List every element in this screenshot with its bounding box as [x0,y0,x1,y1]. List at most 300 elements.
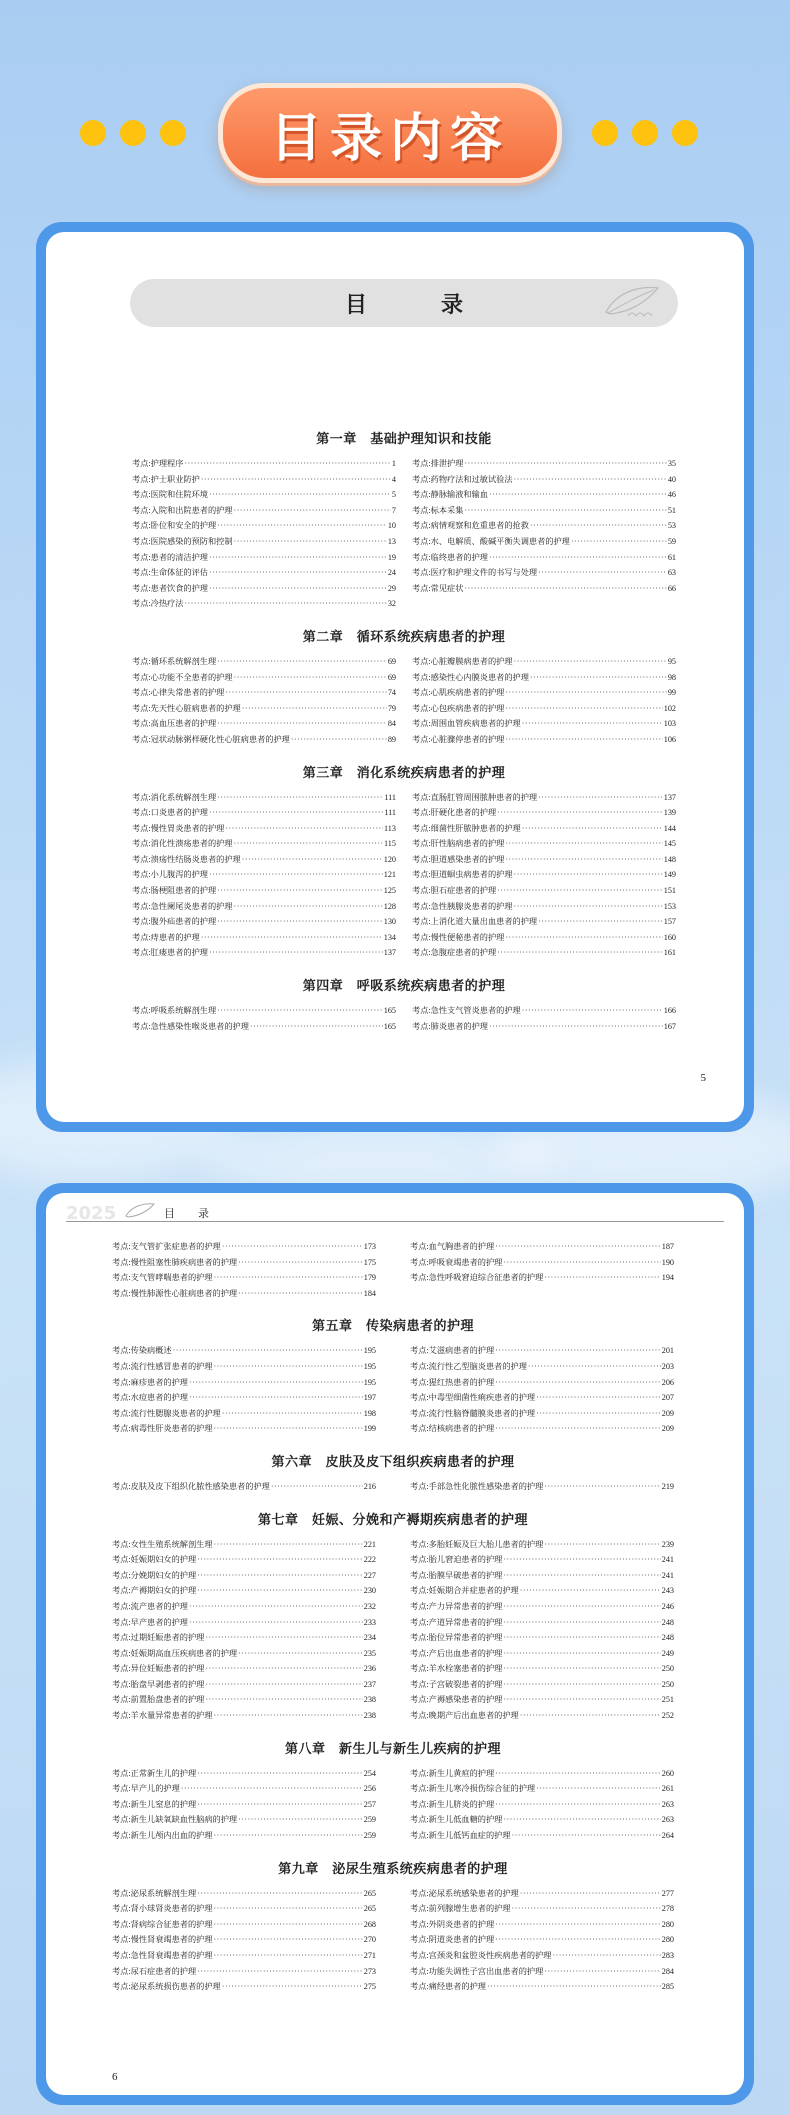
leader-dots [214,1932,363,1948]
toc-entry-page: 167 [663,1021,676,1031]
toc-entry-title: 考点:肾病综合征患者的护理 [112,1919,213,1929]
leader-dots [205,1692,362,1708]
toc-entry-title: 考点:正常新生儿的护理 [112,1768,197,1778]
toc-entry-page: 61 [667,552,676,562]
toc-entry[interactable] [412,716,676,732]
toc-entry-page: 19 [387,552,396,562]
toc-entry-page: 113 [384,823,396,833]
toc-entry[interactable] [112,1646,376,1662]
toc-entry-page: 209 [661,1408,674,1418]
toc-entry-page: 120 [383,854,396,864]
toc-entry-page: 280 [661,1919,674,1929]
toc-entry-page: 128 [383,901,396,911]
chapter-title[interactable]: 第九章 泌尿生殖系统疾病患者的护理 [278,1860,508,1876]
section-banner [218,83,562,183]
toc-entry[interactable] [132,503,396,519]
toc-entry-title: 考点:心功能不全患者的护理 [132,672,233,682]
toc-column-left [112,1766,376,1844]
toc-entry[interactable] [412,852,676,868]
toc-entry[interactable] [132,550,396,566]
toc-entry-title: 考点:产道异常患者的护理 [410,1617,503,1627]
toc-entry[interactable] [132,581,396,597]
toc-entry[interactable] [112,1886,376,1902]
toc-entry-page: 10 [387,521,396,531]
toc-entry[interactable] [412,534,676,550]
toc-entry-page: 194 [661,1273,674,1283]
banner-title: 目录内容 [269,108,510,169]
toc-heading: 目 录 [344,292,489,318]
leader-dots [197,1766,363,1782]
toc-column-left [132,654,396,748]
toc-entry[interactable] [410,1359,674,1375]
toc-entry[interactable] [132,518,396,534]
toc-entry[interactable] [410,1343,674,1359]
toc-entry-page: 268 [363,1919,376,1929]
toc-entry[interactable] [410,1917,674,1933]
toc-entry[interactable] [132,790,396,806]
toc-entry-page: 74 [387,688,396,698]
leader-dots [514,654,667,670]
toc-entry-title: 考点:肠梗阻患者的护理 [132,886,217,896]
toc-entry[interactable] [412,472,676,488]
toc-entry-title: 考点:产褥感染患者的护理 [410,1695,503,1705]
toc-entry[interactable] [412,456,676,472]
leader-dots [497,805,663,821]
toc-entry[interactable] [112,1630,376,1646]
toc-entry-page: 166 [663,1006,676,1016]
leader-dots [544,1964,660,1980]
toc-list-page-1 [132,428,676,1034]
toc-entry[interactable] [412,670,676,686]
toc-entry-title: 考点:产后出血患者的护理 [410,1648,503,1658]
toc-entry[interactable] [112,1812,376,1828]
leader-dots [184,456,391,472]
toc-entry[interactable] [132,670,396,686]
toc-entry-title: 考点:宫颈炎和盆腔炎性疾病患者的护理 [410,1951,552,1960]
toc-entry[interactable] [132,914,396,930]
toc-entry-page: 273 [363,1966,376,1976]
toc-entry-page: 53 [667,521,676,531]
toc-entry[interactable] [412,701,676,717]
toc-entry[interactable] [410,1901,674,1917]
toc-entry-title: 考点:消化系统解剖生理 [132,792,217,802]
toc-entry-title: 考点:腹外疝患者的护理 [132,917,217,927]
leader-dots [214,1917,363,1933]
toc-entry-title: 考点:泌尿系统解剖生理 [112,1888,197,1898]
toc-entry[interactable] [132,899,396,915]
toc-entry[interactable] [112,1270,376,1286]
toc-entry[interactable] [132,456,396,472]
leader-dots [238,1286,363,1302]
toc-entry-page: 5 [391,490,396,500]
toc-entry[interactable] [410,1692,674,1708]
toc-entry[interactable] [112,1286,376,1302]
leader-dots [505,836,662,852]
toc-entry[interactable] [112,1375,376,1391]
toc-entry[interactable] [410,1932,674,1948]
header-title: 目 录 [164,1208,215,1220]
toc-entry[interactable] [132,654,396,670]
toc-entry[interactable] [410,1979,674,1995]
toc-entry-title: 考点:中毒型细菌性痢疾患者的护理 [410,1393,536,1403]
toc-entry-title: 考点:晚期产后出血患者的护理 [410,1711,519,1721]
leader-dots [197,1583,363,1599]
leader-dots [291,732,387,748]
leader-dots [489,1019,663,1035]
toc-entry[interactable] [412,503,676,519]
toc-entry-page: 271 [363,1951,376,1960]
toc-columns [112,1766,674,1844]
toc-entry-title: 考点:妊娠期合并症患者的护理 [410,1586,519,1596]
toc-entry[interactable] [410,1646,674,1662]
chapter-title[interactable]: 第八章 新生儿与新生儿疾病的护理 [284,1740,501,1756]
toc-entry[interactable] [112,1766,376,1782]
toc-entry[interactable] [410,1421,674,1437]
toc-entry[interactable] [132,1003,396,1019]
toc-entry-title: 考点:医院和住院环境 [132,490,208,500]
toc-entry[interactable] [112,1239,376,1255]
toc-entry[interactable] [412,899,676,915]
toc-entry-title: 考点:肛瘘患者的护理 [132,948,208,958]
toc-entry[interactable] [410,1615,674,1631]
toc-entry-page: 250 [661,1679,674,1689]
toc-entry[interactable] [410,1537,674,1553]
toc-entry-title: 考点:呼吸系统解剖生理 [132,1006,217,1016]
toc-entry[interactable] [112,1615,376,1631]
toc-columns [132,654,676,748]
toc-entry[interactable] [112,1828,376,1844]
toc-entry-page: 241 [661,1555,674,1565]
toc-entry[interactable] [410,1797,674,1813]
toc-entry[interactable] [410,1766,674,1782]
toc-entry[interactable] [410,1812,674,1828]
toc-entry[interactable] [412,1019,676,1035]
toc-entry[interactable] [112,1964,376,1980]
toc-entry-page: 66 [667,583,676,593]
toc-entry[interactable] [410,1390,674,1406]
toc-columns [112,1239,674,1301]
toc-entry-title: 考点:羊水栓塞患者的护理 [410,1664,503,1674]
toc-columns [132,456,676,612]
toc-entry[interactable] [132,596,396,612]
toc-entry-title: 考点:细菌性肝脓肿患者的护理 [412,823,521,833]
toc-entry[interactable] [112,1781,376,1797]
leader-dots [512,1901,661,1917]
toc-entry-page: 234 [363,1633,376,1643]
toc-entry-title: 考点:流产患者的护理 [112,1601,188,1611]
chapter-title[interactable]: 第四章 呼吸系统疾病患者的护理 [302,978,506,994]
toc-column-left [112,1343,376,1437]
toc-entry-page: 277 [661,1888,674,1898]
leader-dots [464,581,666,597]
toc-entry-page: 165 [383,1021,396,1031]
toc-entry[interactable] [112,1552,376,1568]
toc-column-right [410,1479,674,1495]
toc-entry-page: 32 [387,599,396,609]
toc-entry-title: 考点:羊水量异常患者的护理 [112,1711,213,1721]
toc-entry-title: 考点:循环系统解剖生理 [132,656,217,666]
leader-dots [238,1646,363,1662]
toc-entry[interactable] [412,1003,676,1019]
toc-entry[interactable] [412,581,676,597]
toc-entry[interactable] [412,732,676,748]
toc-entry[interactable] [112,1932,376,1948]
toc-entry-title: 考点:心律失常患者的护理 [132,688,225,698]
toc-entry-page: 125 [383,886,396,896]
toc-entry-title: 考点:新生儿低血糖的护理 [410,1815,503,1825]
toc-entry[interactable] [112,1948,376,1964]
toc-entry[interactable] [132,836,396,852]
toc-entry-page: 206 [661,1377,674,1387]
toc-entry[interactable] [412,685,676,701]
toc-entry[interactable] [412,790,676,806]
toc-entry-title: 考点:支气管哮喘患者的护理 [112,1273,213,1283]
leader-dots [214,1421,363,1437]
toc-entry-title: 考点:静脉输液和输血 [412,490,488,500]
leader-dots [209,805,383,821]
toc-entry[interactable] [410,1948,674,1964]
toc-entry[interactable] [132,852,396,868]
toc-entry-page: 51 [667,505,676,515]
toc-entry[interactable] [410,1406,674,1422]
toc-entry[interactable] [410,1552,674,1568]
toc-entry[interactable] [132,685,396,701]
toc-entry[interactable] [412,654,676,670]
toc-entry[interactable] [112,1797,376,1813]
toc-entry-title: 考点:新生儿缺氧缺血性脑病的护理 [112,1815,238,1825]
leader-dots [544,1537,660,1553]
toc-entry[interactable] [410,1708,674,1724]
toc-entry[interactable] [112,1406,376,1422]
toc-entry[interactable] [132,701,396,717]
toc-entry[interactable] [412,487,676,503]
toc-entry[interactable] [112,1901,376,1917]
leader-dots [197,1568,363,1584]
toc-entry[interactable] [410,1270,674,1286]
toc-heading-bar [130,279,678,327]
toc-entry[interactable] [112,1421,376,1437]
toc-entry[interactable] [112,1479,376,1495]
toc-entry[interactable] [410,1677,674,1693]
toc-entry-page: 238 [363,1695,376,1705]
toc-entry-page: 239 [661,1539,674,1549]
toc-entry[interactable] [132,1019,396,1035]
toc-entry-page: 24 [387,568,396,578]
toc-entry-title: 考点:艾滋病患者的护理 [410,1346,495,1356]
toc-column-left [132,456,396,612]
leader-dots [544,1479,660,1495]
toc-entry[interactable] [132,945,396,961]
toc-entry[interactable] [132,716,396,732]
toc-entry-page: 201 [661,1346,674,1356]
leader-dots [505,930,662,946]
toc-entry-title: 考点:先天性心脏病患者的护理 [132,703,241,713]
toc-entry[interactable] [412,914,676,930]
leader-dots [503,1615,660,1631]
toc-entry[interactable] [132,821,396,837]
toc-entry[interactable] [410,1479,674,1495]
toc-entry[interactable] [412,518,676,534]
toc-column-left [112,1886,376,1995]
toc-entry-title: 考点:急性感染性喉炎患者的护理 [132,1021,249,1031]
toc-entry-title: 考点:异位妊娠患者的护理 [112,1664,205,1674]
leader-dots [520,1886,661,1902]
toc-columns [112,1479,674,1495]
toc-entry-title: 考点:泌尿系统感染患者的护理 [410,1888,519,1898]
toc-entry-title: 考点:皮肤及皮下组织化脓性感染患者的护理 [112,1481,270,1491]
toc-entry[interactable] [112,1917,376,1933]
toc-entry[interactable] [132,487,396,503]
chapter-title[interactable]: 第一章 基础护理知识和技能 [316,431,492,446]
toc-entry-title: 考点:麻疹患者的护理 [112,1377,188,1387]
toc-entry[interactable] [132,930,396,946]
toc-entry-title: 考点:胎膜早破患者的护理 [410,1570,503,1580]
toc-entry-page: 165 [383,1006,396,1016]
toc-entry[interactable] [112,1359,376,1375]
leader-dots [505,732,662,748]
toc-column-right [412,790,676,962]
toc-entry[interactable] [112,1537,376,1553]
toc-entry[interactable] [410,1630,674,1646]
toc-columns [132,1003,676,1034]
toc-entry[interactable] [410,1239,674,1255]
leader-dots [234,670,387,686]
leader-dots [495,1343,661,1359]
toc-entry-title: 考点:水、电解质、酸碱平衡失调患者的护理 [412,536,570,546]
toc-entry-title: 考点:临终患者的护理 [412,552,488,562]
leader-dots [497,945,663,961]
toc-entry-page: 235 [363,1648,376,1658]
page-number: 6 [112,2071,118,2083]
toc-column-left [132,1003,396,1034]
leader-dots [536,1390,661,1406]
toc-entry[interactable] [410,1599,674,1615]
toc-entry[interactable] [112,1343,376,1359]
toc-entry[interactable] [132,732,396,748]
toc-list-page-2 [112,1239,674,1995]
leader-dots [222,1406,363,1422]
toc-entry[interactable] [412,565,676,581]
chapter-title[interactable]: 第七章 妊娠、分娩和产褥期疾病患者的护理 [257,1511,528,1527]
toc-entry[interactable] [412,930,676,946]
leader-dots [530,670,667,686]
toc-entry[interactable] [112,1255,376,1271]
toc-entry-title: 考点:水痘患者的护理 [112,1393,188,1403]
toc-entry[interactable] [112,1583,376,1599]
toc-entry[interactable] [410,1828,674,1844]
toc-entry-page: 260 [661,1768,674,1778]
toc-entry[interactable] [410,1375,674,1391]
toc-entry-title: 考点:急腹症患者的护理 [412,948,497,958]
toc-entry[interactable] [412,821,676,837]
leader-dots [522,1003,663,1019]
toc-entry[interactable] [112,1599,376,1615]
toc-entry[interactable] [410,1568,674,1584]
toc-entry-title: 考点:药物疗法和过敏试验法 [412,474,513,484]
toc-entry[interactable] [112,1708,376,1724]
leader-dots [495,1421,661,1437]
toc-entry-page: 46 [667,490,676,500]
toc-entry[interactable] [132,472,396,488]
toc-entry-page: 111 [384,808,396,818]
toc-entry-page: 233 [363,1617,376,1627]
toc-entry[interactable] [410,1964,674,1980]
toc-entry[interactable] [410,1886,674,1902]
toc-entry[interactable] [412,836,676,852]
leader-dots [495,1917,661,1933]
toc-entry-page: 254 [363,1768,376,1778]
toc-entry[interactable] [132,867,396,883]
leader-dots [225,821,383,837]
toc-entry-title: 考点:慢性肺源性心脏病患者的护理 [112,1288,238,1298]
toc-entry-page: 13 [387,536,396,546]
toc-entry-page: 280 [661,1935,674,1945]
toc-entry[interactable] [412,550,676,566]
decor-dots-left [80,120,186,146]
toc-entry-title: 考点:阴道炎患者的护理 [410,1935,495,1945]
toc-entry[interactable] [132,805,396,821]
toc-entry-title: 考点:心包疾病患者的护理 [412,703,505,713]
toc-entry[interactable] [112,1390,376,1406]
toc-entry-page: 248 [661,1617,674,1627]
toc-entry-page: 216 [363,1481,376,1491]
toc-entry[interactable] [112,1568,376,1584]
toc-entry[interactable] [112,1979,376,1995]
toc-entry[interactable] [132,883,396,899]
toc-columns [112,1343,674,1437]
toc-entry[interactable] [410,1661,674,1677]
toc-entry[interactable] [412,945,676,961]
toc-entry-title: 考点:流行性腮腺炎患者的护理 [112,1408,221,1418]
toc-entry-title: 考点:周围血管疾病患者的护理 [412,719,521,729]
leader-dots [505,852,662,868]
leader-dots [205,1661,362,1677]
toc-entry-page: 222 [363,1555,376,1565]
toc-entry-title: 考点:痔患者的护理 [132,932,200,942]
toc-entry-title: 考点:支气管扩张症患者的护理 [112,1242,221,1251]
leader-dots [503,1630,660,1646]
toc-entry[interactable] [412,805,676,821]
toc-entry[interactable] [132,565,396,581]
toc-entry[interactable] [410,1583,674,1599]
toc-entry[interactable] [112,1661,376,1677]
chapter-title[interactable]: 第三章 消化系统疾病患者的护理 [302,764,506,780]
toc-entry[interactable] [412,867,676,883]
toc-entry-title: 考点:泌尿系统损伤患者的护理 [112,1982,221,1992]
toc-entry-title: 考点:功能失调性子宫出血患者的护理 [410,1966,544,1976]
leader-dots [217,518,387,534]
chapter-title[interactable]: 第二章 循环系统疾病患者的护理 [302,628,506,644]
leader-dots [464,456,666,472]
toc-entry-page: 232 [363,1601,376,1611]
toc-entry-page: 139 [663,808,676,818]
toc-column-right [412,654,676,748]
chapter-title[interactable]: 第六章 皮肤及皮下组织疾病患者的护理 [271,1453,515,1469]
chapter-title[interactable]: 第五章 传染病患者的护理 [311,1318,474,1334]
leader-dots [242,852,383,868]
toc-entry[interactable] [410,1781,674,1797]
toc-entry-title: 考点:传染病概述 [112,1346,172,1356]
toc-entry-page: 40 [667,474,676,484]
leader-dots [189,1615,363,1631]
toc-entry[interactable] [132,534,396,550]
toc-entry[interactable] [112,1677,376,1693]
toc-entry[interactable] [410,1255,674,1271]
toc-entry[interactable] [412,883,676,899]
toc-entry[interactable] [112,1692,376,1708]
toc-entry-page: 263 [661,1799,674,1809]
leader-dots [217,790,383,806]
